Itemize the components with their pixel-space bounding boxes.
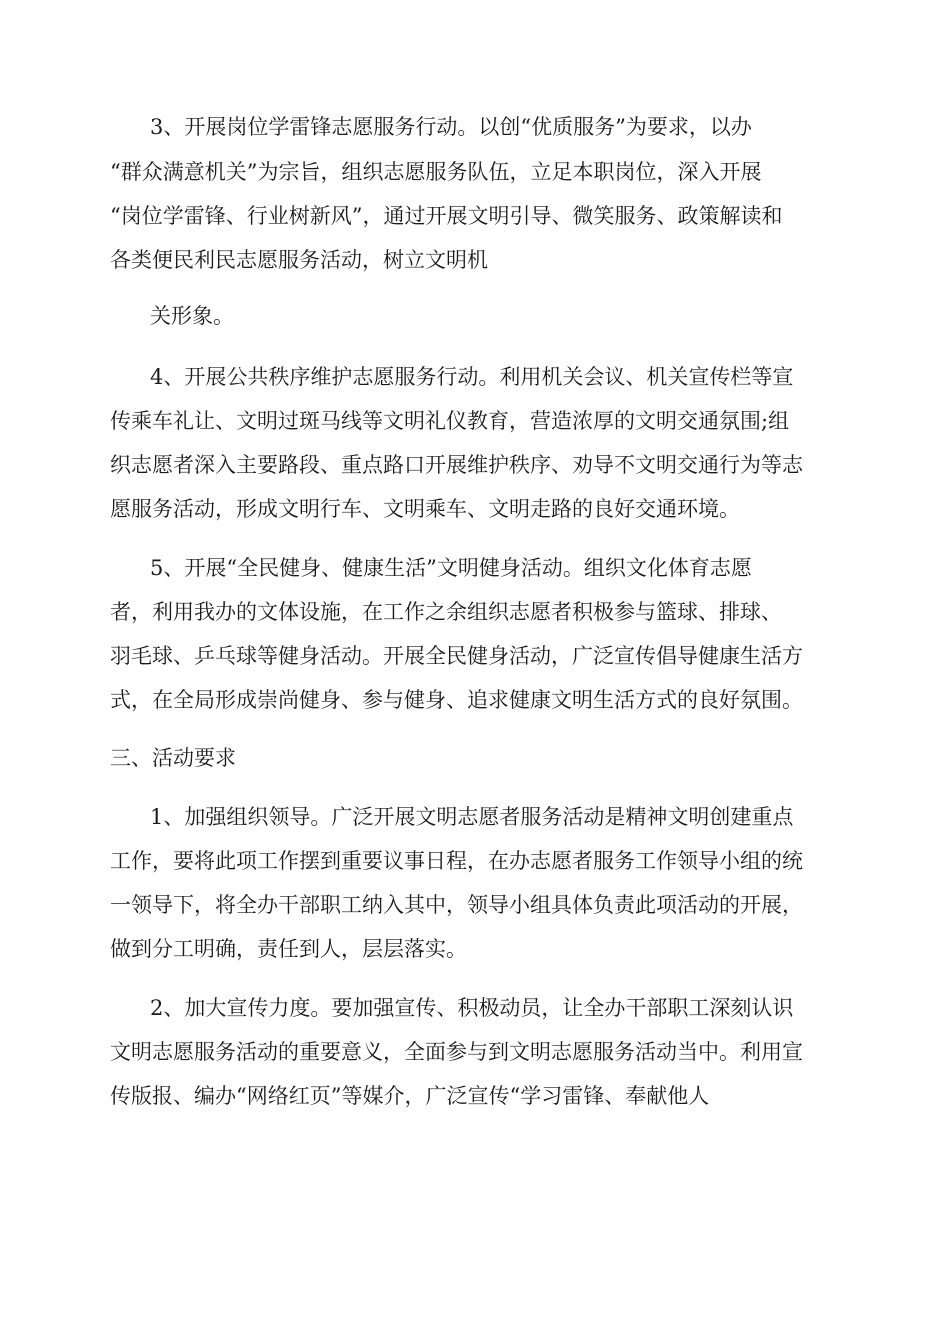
paragraph-3-line-1: 4、开展公共秩序维护志愿服务行动。利用机关会议、机关宣传栏等宣 — [150, 365, 794, 389]
paragraph-6-line-2: 工作，要将此项工作摆到重要议事日程，在办志愿者服务工作领导小组的统 — [110, 849, 803, 873]
paragraph-7-line-3: 传版报、编办“网络红页”等媒介，广泛宣传“学习雷锋、奉献他人 — [110, 1084, 710, 1108]
paragraph-4-line-2: 者，利用我办的文体设施，在工作之余组织志愿者积极参与篮球、排球、 — [110, 600, 782, 624]
paragraph-7-line-2: 文明志愿服务活动的重要意义，全面参与到文明志愿服务活动当中。利用宣 — [110, 1040, 803, 1064]
paragraph-6-line-3: 一领导下，将全办干部职工纳入其中，领导小组具体负责此项活动的开展， — [110, 893, 803, 917]
paragraph-4-line-3: 羽毛球、乒乓球等健身活动。开展全民健身活动，广泛宣传倡导健康生活方 — [110, 644, 803, 668]
paragraph-4-line-4: 式，在全局形成崇尚健身、参与健身、追求健康文明生活方式的良好氛围。 — [110, 688, 803, 712]
paragraph-1-line-1: 3、开展岗位学雷锋志愿服务行动。以创“优质服务”为要求，以办 — [150, 115, 752, 139]
paragraph-1-line-3: “岗位学雷锋、行业树新风”，通过开展文明引导、微笑服务、政策解读和 — [110, 204, 783, 228]
paragraph-4-line-1: 5、开展“全民健身、健康生活”文明健身活动。组织文化体育志愿 — [150, 556, 752, 580]
section-heading: 三、活动要求 — [110, 746, 236, 770]
paragraph-7-line-1: 2、加大宣传力度。要加强宣传、积极动员，让全办干部职工深刻认识 — [150, 996, 794, 1020]
paragraph-6-line-1: 1、加强组织领导。广泛开展文明志愿者服务活动是精神文明创建重点 — [150, 805, 794, 829]
paragraph-2-line-1: 关形象。 — [150, 304, 234, 328]
paragraph-3-line-2: 传乘车礼让、文明过斑马线等文明礼仪教育，营造浓厚的文明交通氛围;组 — [110, 409, 790, 433]
paragraph-3-line-4: 愿服务活动，形成文明行车、文明乘车、文明走路的良好交通环境。 — [110, 497, 740, 521]
paragraph-1-line-2: “群众满意机关”为宗旨，组织志愿服务队伍，立足本职岗位，深入开展 — [110, 160, 762, 184]
paragraph-6-line-4: 做到分工明确，责任到人，层层落实。 — [110, 937, 467, 961]
paragraph-1-line-4: 各类便民利民志愿服务活动，树立文明机 — [110, 248, 488, 272]
paragraph-3-line-3: 织志愿者深入主要路段、重点路口开展维护秩序、劝导不文明交通行为等志 — [110, 453, 803, 477]
